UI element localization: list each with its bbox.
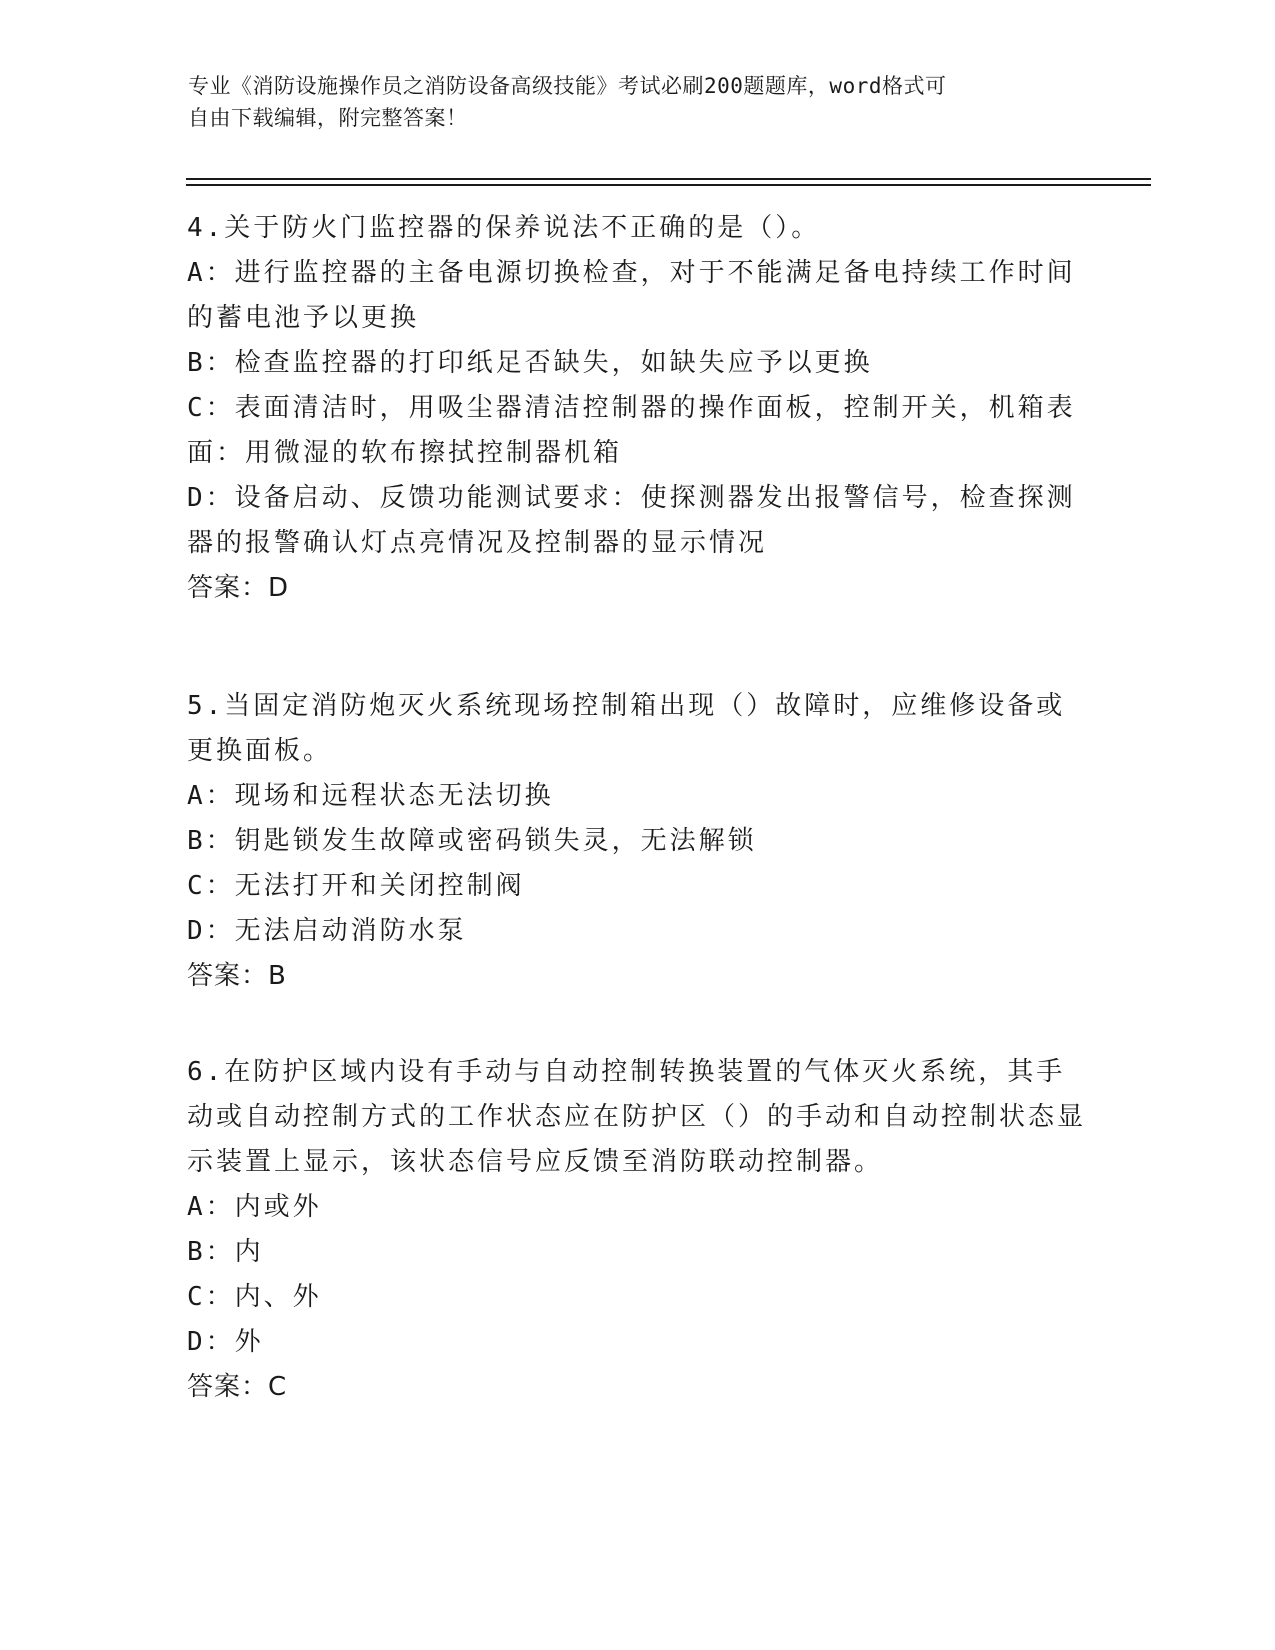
- option-c: C：无法打开和关闭控制阀: [187, 871, 525, 901]
- answer-label: 答案：C: [187, 1372, 288, 1402]
- header-line-1: 专业《消防设施操作员之消防设备高级技能》考试必刷200题题库，word格式可: [188, 74, 947, 98]
- option-a: A：进行监控器的主备电源切换检查，对于不能满足备电持续工作时间的蓄电池予以更换: [187, 258, 1076, 333]
- header-divider-top: [186, 178, 1151, 180]
- option-b: B：钥匙锁发生故障或密码锁失灵，无法解锁: [187, 826, 757, 856]
- answer-label: 答案：D: [187, 573, 290, 603]
- question-4: [187, 206, 1087, 611]
- document-header: [188, 70, 1088, 134]
- option-d: D：设备启动、反馈功能测试要求：使探测器发出报警信号，检查探测器的报警确认灯点亮情况及控制器的显示情况: [187, 483, 1076, 558]
- header-divider-bottom: [186, 184, 1151, 186]
- option-a: A：内或外: [187, 1192, 322, 1222]
- option-d: D：外: [187, 1327, 264, 1357]
- option-a: A：现场和远程状态无法切换: [187, 781, 554, 811]
- question-stem: 4.关于防火门监控器的保养说法不正确的是（）。: [187, 213, 821, 243]
- question-5: [187, 684, 1087, 999]
- option-c: C：内、外: [187, 1282, 322, 1312]
- answer-label: 答案：B: [187, 961, 287, 991]
- option-c: C：表面清洁时，用吸尘器清洁控制器的操作面板，控制开关，机箱表面：用微湿的软布擦拭控制器机箱: [187, 393, 1076, 468]
- option-b: B：内: [187, 1237, 264, 1267]
- option-b: B：检查监控器的打印纸足否缺失，如缺失应予以更换: [187, 348, 873, 378]
- option-d: D：无法启动消防水泵: [187, 916, 467, 946]
- question-6: [187, 1050, 1087, 1410]
- header-line-2: 自由下载编辑，附完整答案！: [188, 106, 468, 130]
- question-stem: 5.当固定消防炮灭火系统现场控制箱出现（）故障时，应维修设备或更换面板。: [187, 691, 1066, 766]
- question-stem: 6.在防护区域内设有手动与自动控制转换装置的气体灭火系统，其手动或自动控制方式的工作状态应在防护区（）的手动和自动控制状态显示装置上显示，该状态信号应反馈至消防联动控制器。: [187, 1057, 1087, 1177]
